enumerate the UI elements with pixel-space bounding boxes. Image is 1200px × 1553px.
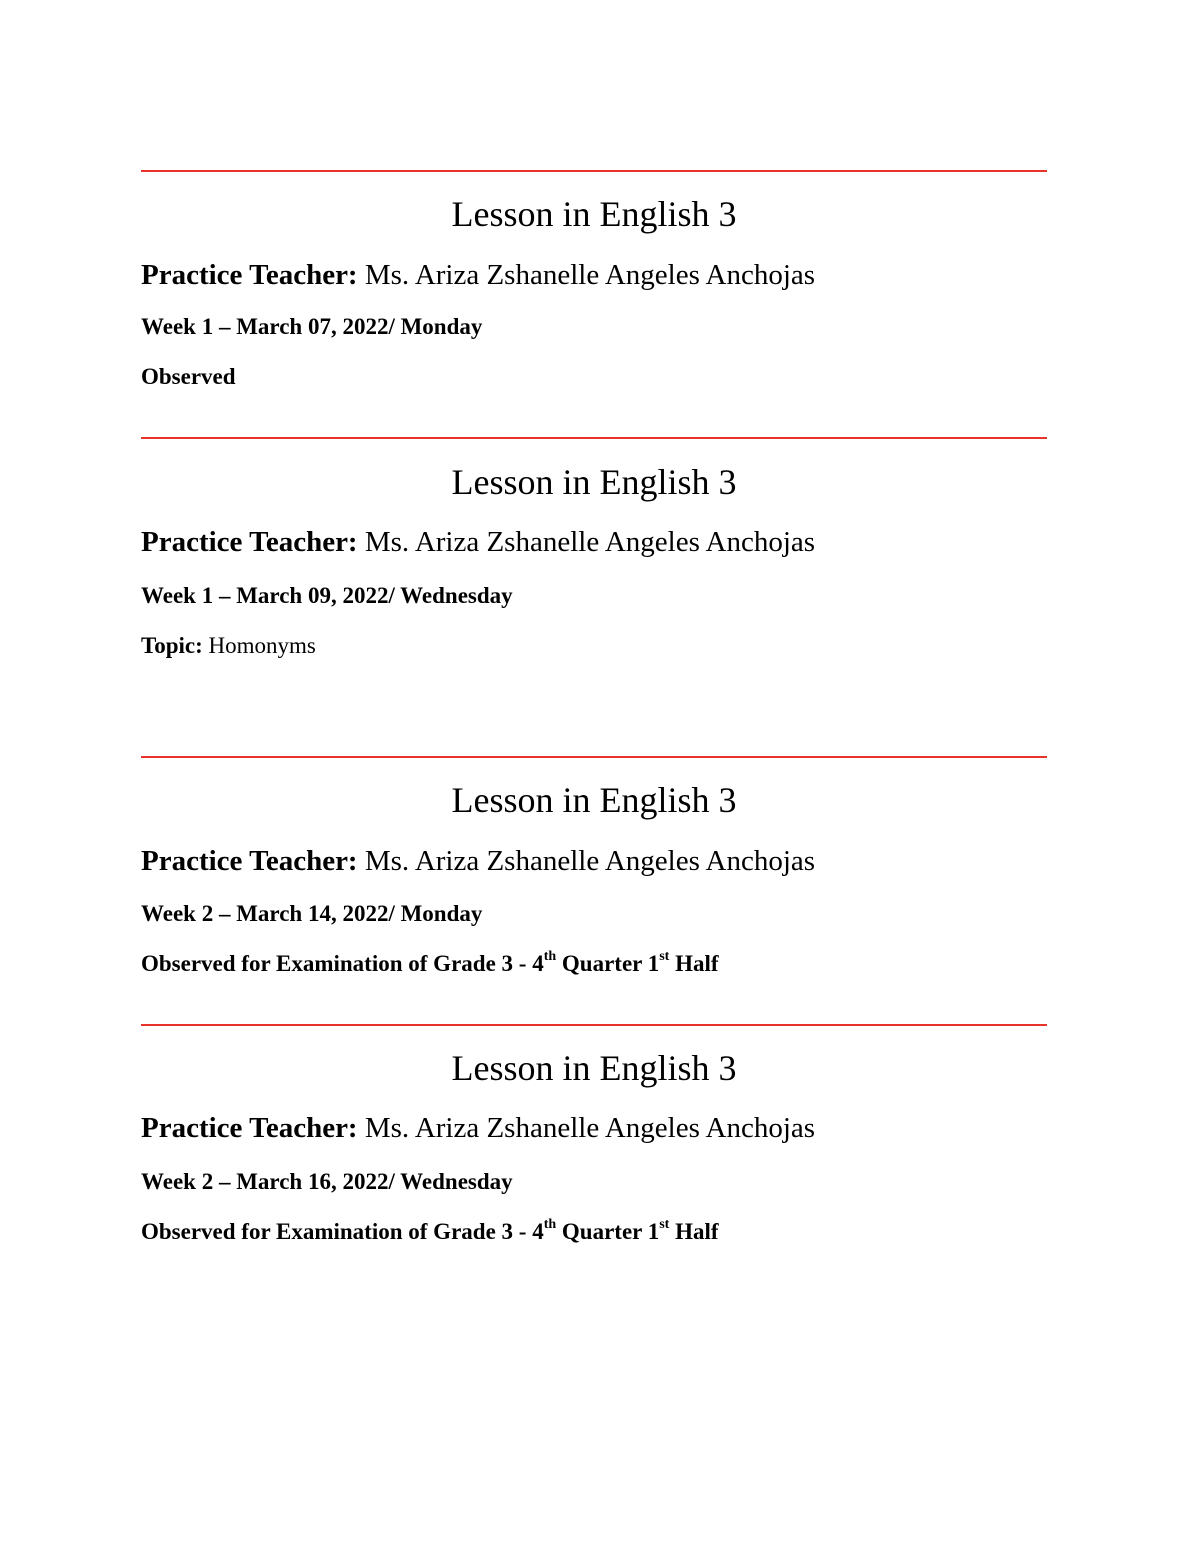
lesson-note	[141, 1218, 719, 1246]
note-text: Observed	[141, 364, 236, 389]
lesson-date: Week 2 – March 16, 2022/ Wednesday	[141, 1169, 513, 1194]
practice-teacher-line	[141, 1111, 815, 1145]
lesson-topic	[141, 632, 316, 660]
topic-label: Topic:	[141, 633, 203, 658]
ordinal-suffix: th	[543, 1217, 557, 1233]
lesson-note	[141, 950, 719, 978]
ordinal-suffix: st	[659, 949, 670, 965]
section-divider	[141, 437, 1047, 439]
practice-teacher-name: Ms. Ariza Zshanelle Angeles Anchojas	[364, 845, 816, 877]
section-divider	[141, 170, 1047, 172]
topic-value: Homonyms	[208, 633, 316, 658]
practice-teacher-name: Ms. Ariza Zshanelle Angeles Anchojas	[364, 259, 816, 291]
lesson-title: Lesson in English 3	[451, 194, 737, 234]
ordinal-suffix: th	[543, 949, 557, 965]
practice-teacher-label: Practice Teacher:	[141, 259, 358, 291]
note-text: Quarter 1	[556, 1219, 660, 1244]
practice-teacher-line	[141, 258, 815, 292]
lesson-title: Lesson in English 3	[451, 462, 737, 502]
practice-teacher-line	[141, 844, 815, 878]
note-text: Observed for Examination of Grade 3 - 4	[141, 951, 544, 976]
lesson-date: Week 2 – March 14, 2022/ Monday	[141, 901, 483, 926]
note-text: Quarter 1	[556, 951, 660, 976]
practice-teacher-name: Ms. Ariza Zshanelle Angeles Anchojas	[364, 526, 816, 558]
lesson-date: Week 1 – March 09, 2022/ Wednesday	[141, 583, 513, 608]
practice-teacher-line	[141, 525, 815, 559]
note-text: Half	[669, 1219, 719, 1244]
ordinal-suffix: st	[659, 1217, 670, 1233]
note-text: Observed for Examination of Grade 3 - 4	[141, 1219, 544, 1244]
practice-teacher-label: Practice Teacher:	[141, 526, 358, 558]
lesson-title: Lesson in English 3	[451, 780, 737, 820]
section-divider	[141, 1024, 1047, 1026]
practice-teacher-label: Practice Teacher:	[141, 1112, 358, 1144]
note-text: Half	[669, 951, 719, 976]
practice-teacher-name: Ms. Ariza Zshanelle Angeles Anchojas	[364, 1112, 816, 1144]
section-divider	[141, 756, 1047, 758]
lesson-date: Week 1 – March 07, 2022/ Monday	[141, 314, 483, 339]
practice-teacher-label: Practice Teacher:	[141, 845, 358, 877]
lesson-title: Lesson in English 3	[451, 1048, 737, 1088]
lesson-note	[141, 363, 236, 391]
